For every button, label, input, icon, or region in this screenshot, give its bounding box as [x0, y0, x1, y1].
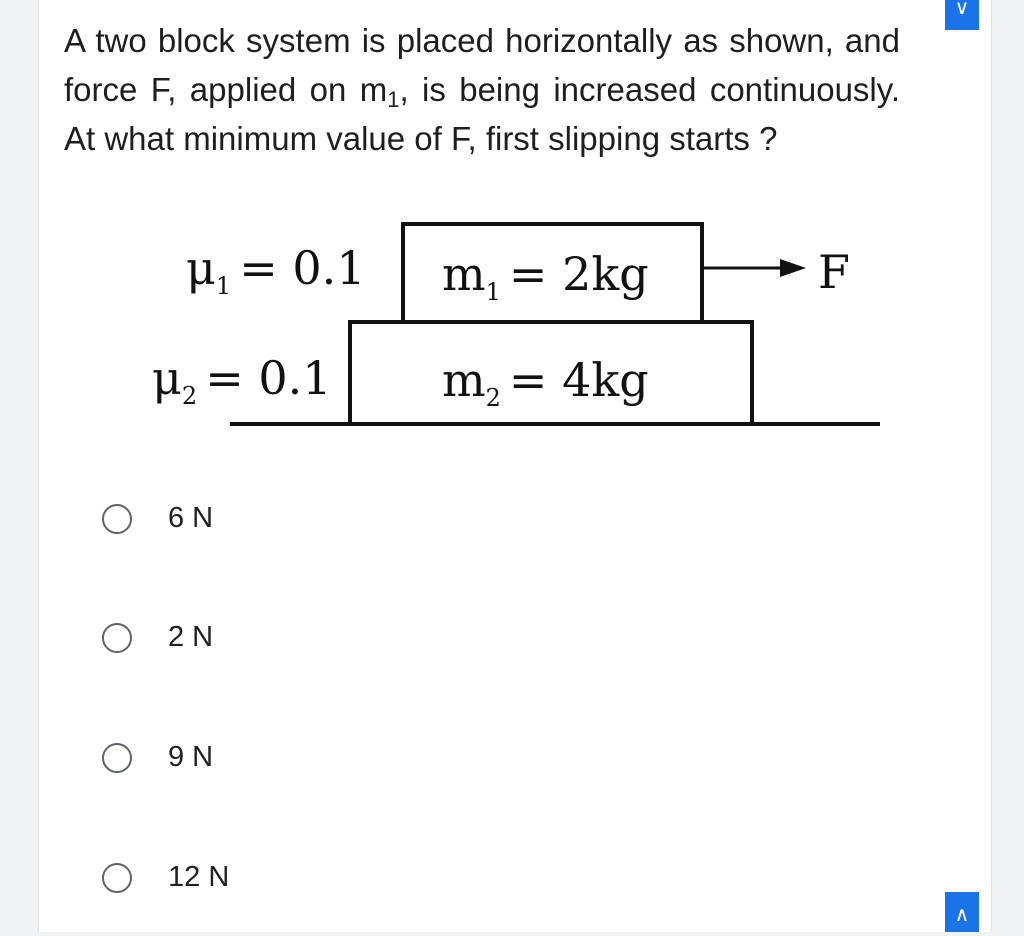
option-label: 2 N [168, 621, 214, 653]
chevron-up-icon: ∧ [954, 902, 970, 926]
radio-button[interactable] [102, 623, 132, 653]
mu2-label: $\mu_2 = 0.1$ [152, 351, 332, 410]
two-block-diagram [0, 0, 1024, 460]
radio-button[interactable] [102, 743, 132, 773]
mu1-label: $\mu_1 = 0.1$ [186, 241, 366, 300]
radio-button[interactable] [102, 504, 132, 534]
m2-label: $m_2 = 4kg$ [442, 353, 649, 412]
option-2[interactable] [102, 621, 213, 654]
option-4[interactable] [102, 861, 229, 894]
force-arrow-head [780, 259, 806, 277]
option-label: 6 N [168, 502, 214, 534]
radio-button[interactable] [102, 863, 132, 893]
question-text: A two block system is placed horizontally as shown, and force F, applied on $m_1$, is being increased continuously. At what minimum value of F, first slipping starts ? [64, 22, 900, 157]
option-3[interactable] [102, 741, 213, 774]
force-label: F [818, 245, 850, 299]
chevron-down-icon: ∨ [954, 0, 970, 19]
option-1[interactable] [102, 502, 213, 535]
m1-label: $m_1 = 2kg$ [442, 247, 649, 306]
scroll-up-button[interactable] [945, 892, 979, 932]
option-label: 9 N [168, 741, 214, 773]
option-label: 12 N [168, 861, 230, 893]
